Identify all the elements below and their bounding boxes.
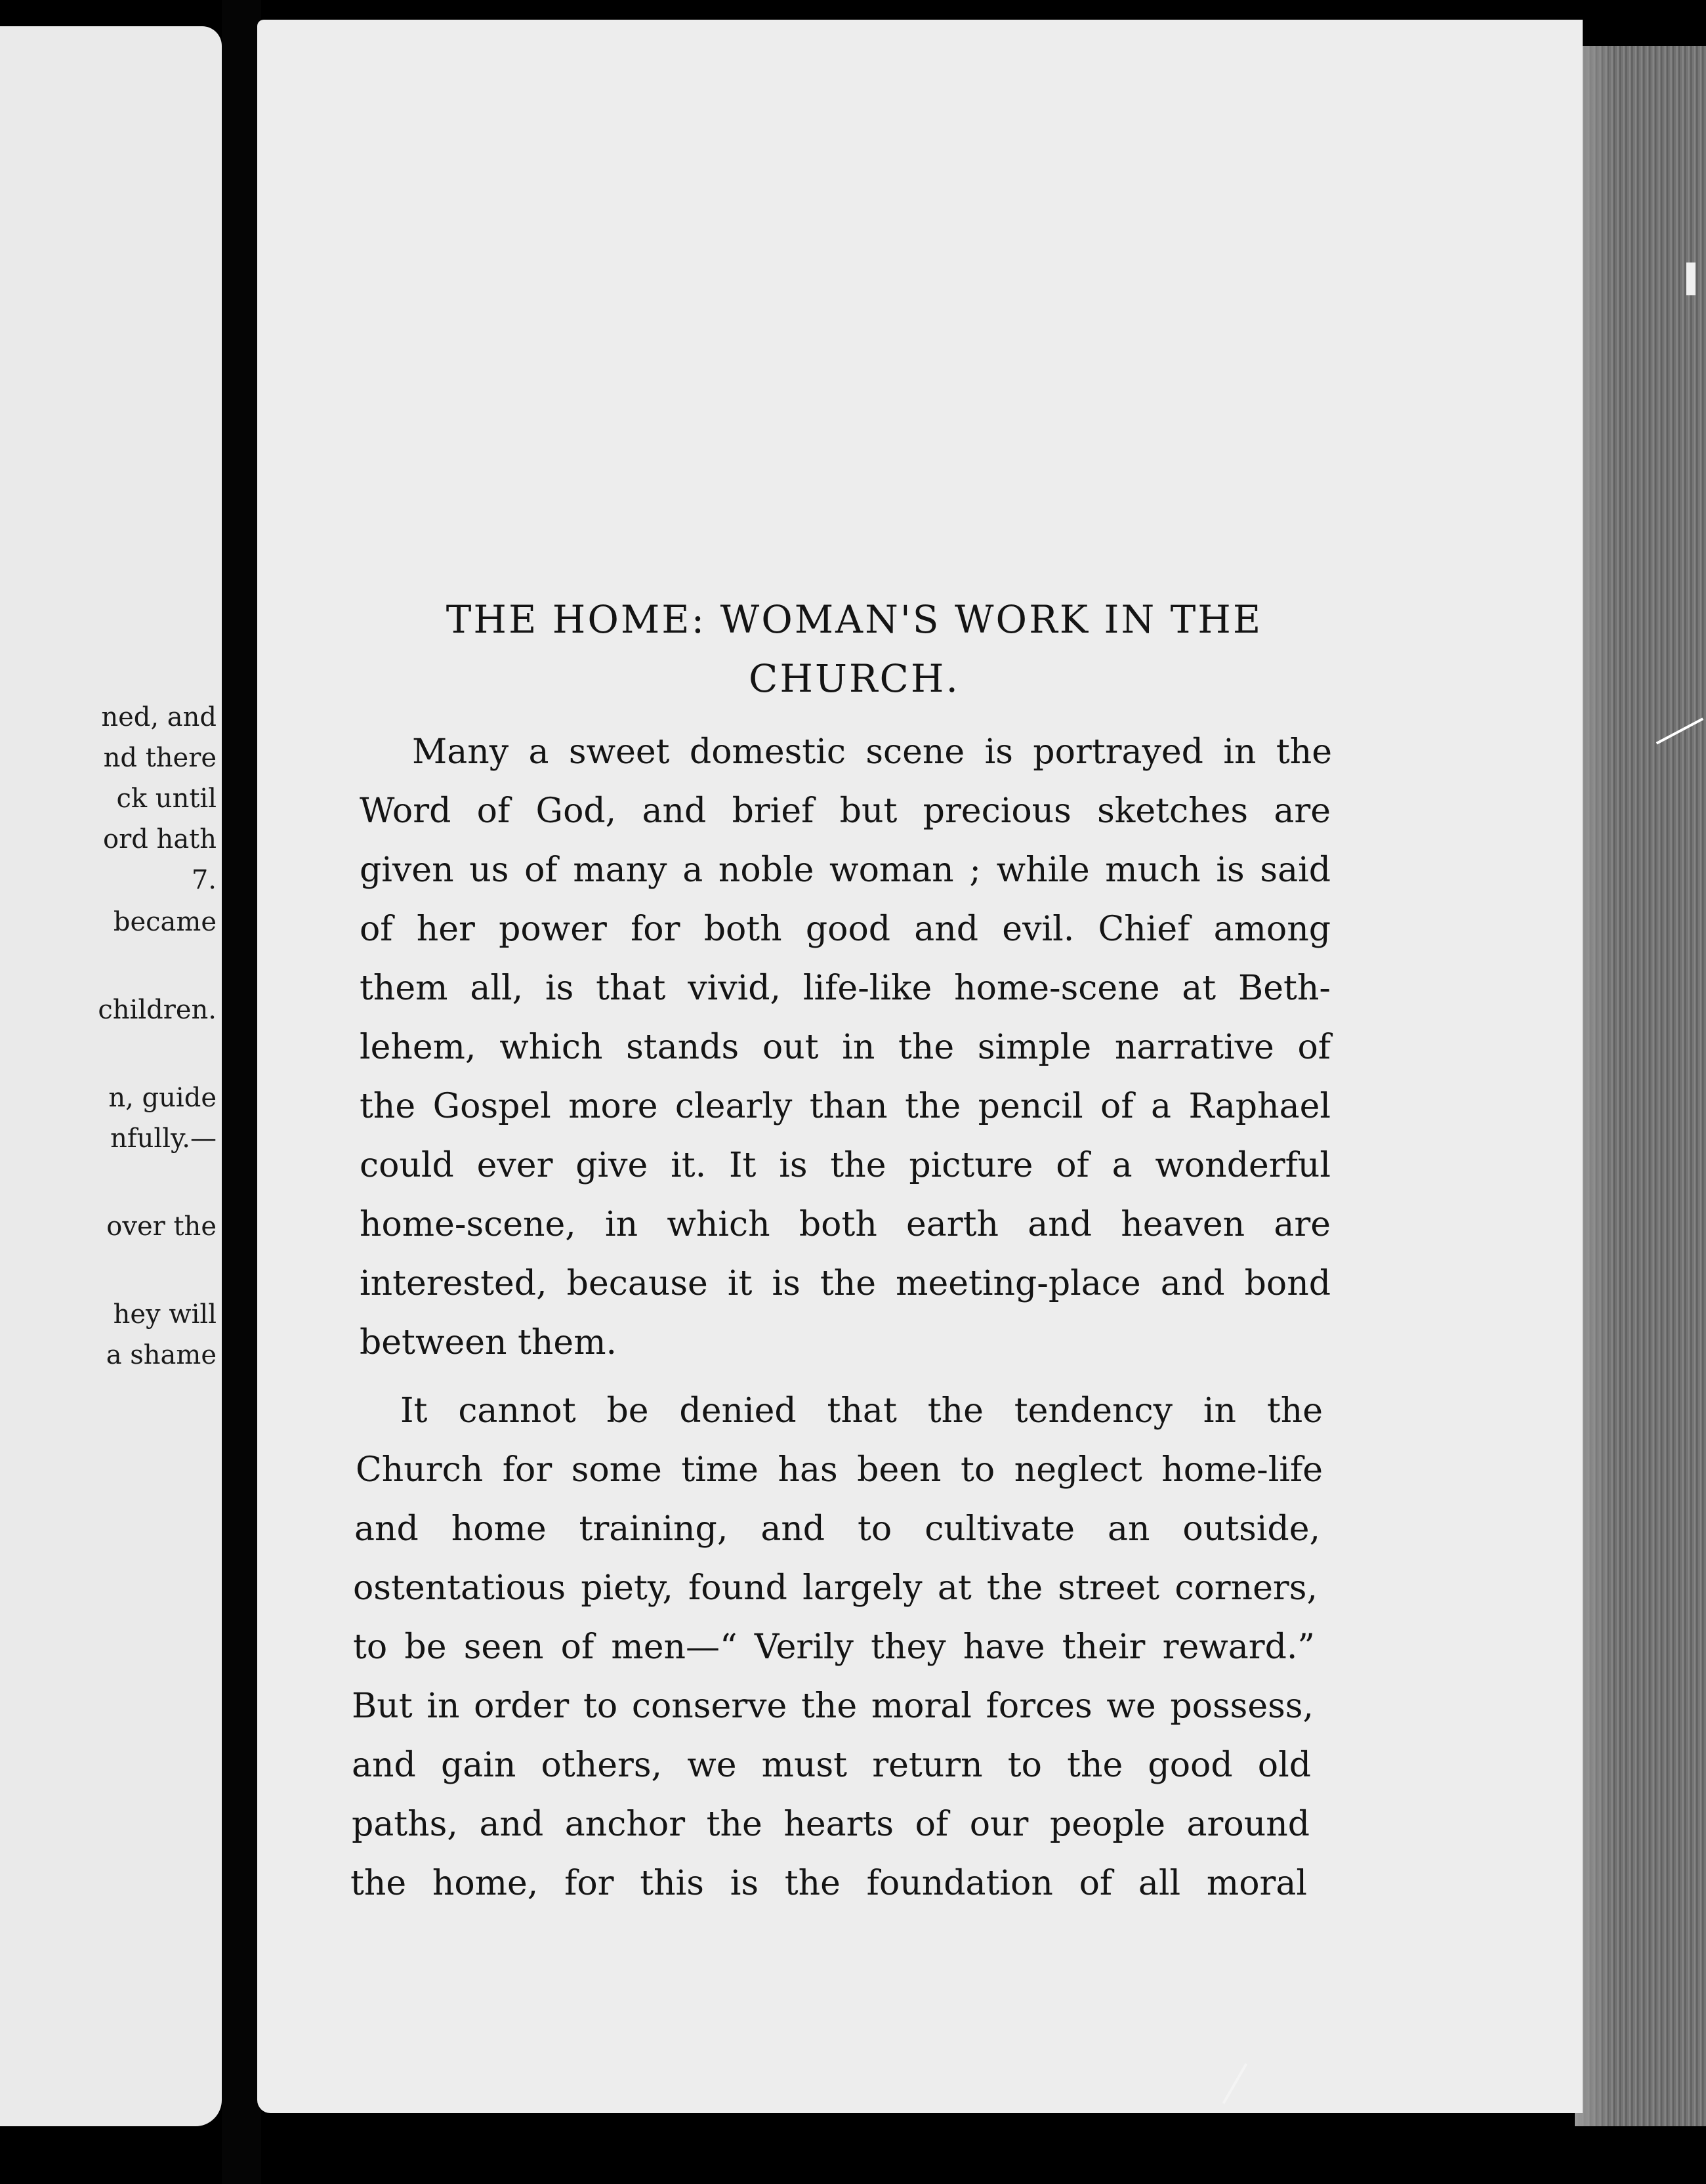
left-text-fragment: a shame: [106, 1340, 217, 1370]
left-text-fragment: hey will: [113, 1299, 217, 1330]
paragraph-line: the Gospel more clearly than the pencil of a Raphael: [360, 1087, 1331, 1126]
paragraph-line: interested, because it is the meeting-place and bond: [360, 1264, 1331, 1303]
paragraph-line: of her power for both good and evil. Chief among: [360, 910, 1331, 949]
paragraph-line: and home training, and to cultivate an outside,: [354, 1509, 1320, 1549]
chapter-title-line: CHURCH.: [749, 656, 960, 701]
left-text-fragment: ned, and: [101, 702, 217, 732]
right-page: [257, 20, 1583, 2113]
paragraph-line: could ever give it. It is the picture of a wonderful: [360, 1146, 1331, 1185]
paragraph-line: and gain others, we must return to the good old: [352, 1746, 1311, 1785]
left-text-fragment: children.: [98, 995, 217, 1025]
paragraph-line: ostentatious piety, found largely at the street corners,: [353, 1568, 1318, 1608]
left-text-fragment: over the: [106, 1211, 217, 1242]
left-text-fragment: ck until: [116, 784, 217, 814]
paragraph-line: paths, and anchor the hearts of our people around: [352, 1805, 1310, 1844]
left-text-fragment: n, guide: [108, 1083, 217, 1113]
left-text-fragment: ord hath: [103, 824, 217, 854]
left-facing-page: [0, 26, 222, 2126]
paragraph-line: home-scene, in which both earth and heaven are: [360, 1205, 1331, 1244]
paragraph-line: Word of God, and brief but precious sketches are: [360, 791, 1331, 831]
chapter-title-line: THE HOME: WOMAN'S WORK IN THE: [446, 597, 1263, 642]
paragraph-line: Many a sweet domestic scene is portrayed in the: [412, 732, 1332, 772]
left-text-fragment: 7.: [191, 865, 217, 895]
paragraph-line: Church for some time has been to neglect home-life: [356, 1450, 1323, 1490]
paragraph-line: given us of many a noble woman ; while much is said: [360, 850, 1331, 890]
paragraph-line: the home, for this is the foundation of all moral: [350, 1864, 1307, 1903]
paragraph-line: them all, is that vivid, life-like home-scene at Beth-: [360, 969, 1331, 1008]
paragraph-line: between them.: [360, 1323, 617, 1362]
left-text-fragment: became: [113, 907, 217, 937]
paragraph-line: It cannot be denied that the tendency in the: [400, 1391, 1323, 1431]
scan-speck: [1686, 262, 1696, 295]
paragraph-line: to be seen of men—“ Verily they have their reward.”: [353, 1628, 1315, 1667]
paragraph-line: lehem, which stands out in the simple narrative of: [360, 1028, 1331, 1067]
left-text-fragment: nd there: [103, 743, 217, 773]
paragraph-line: But in order to conserve the moral forces we possess,: [352, 1687, 1314, 1726]
book-gutter: [222, 0, 261, 2184]
left-text-fragment: nfully.—: [110, 1124, 217, 1154]
